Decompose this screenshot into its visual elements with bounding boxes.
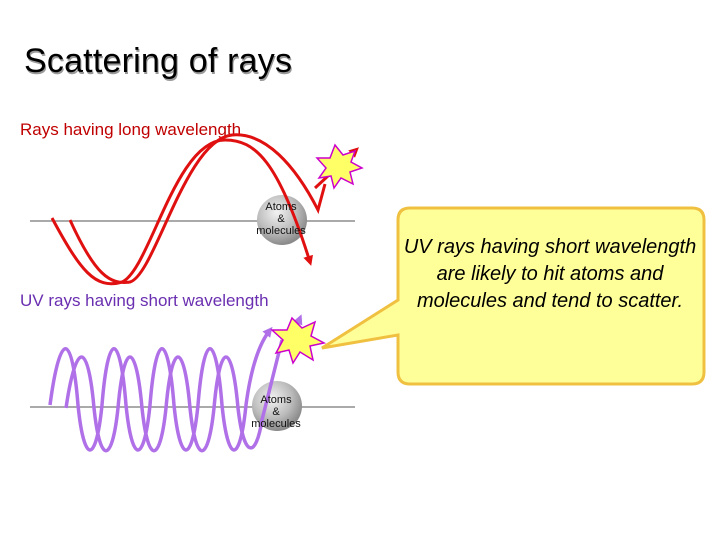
burst-bottom bbox=[272, 318, 324, 363]
atoms-label-bottom: Atoms & molecules bbox=[251, 394, 301, 430]
atoms-label-top: Atoms & molecules bbox=[256, 201, 306, 237]
long-wavelength-label: Rays having long wavelength bbox=[20, 120, 242, 139]
uv-wavelength-label: UV rays having short wavelength bbox=[20, 291, 269, 310]
slide-title: Scattering of rays bbox=[24, 42, 293, 80]
callout-text: UV rays having short wavelength are likely to hit atoms and molecules and tend to scatter. bbox=[403, 236, 697, 312]
